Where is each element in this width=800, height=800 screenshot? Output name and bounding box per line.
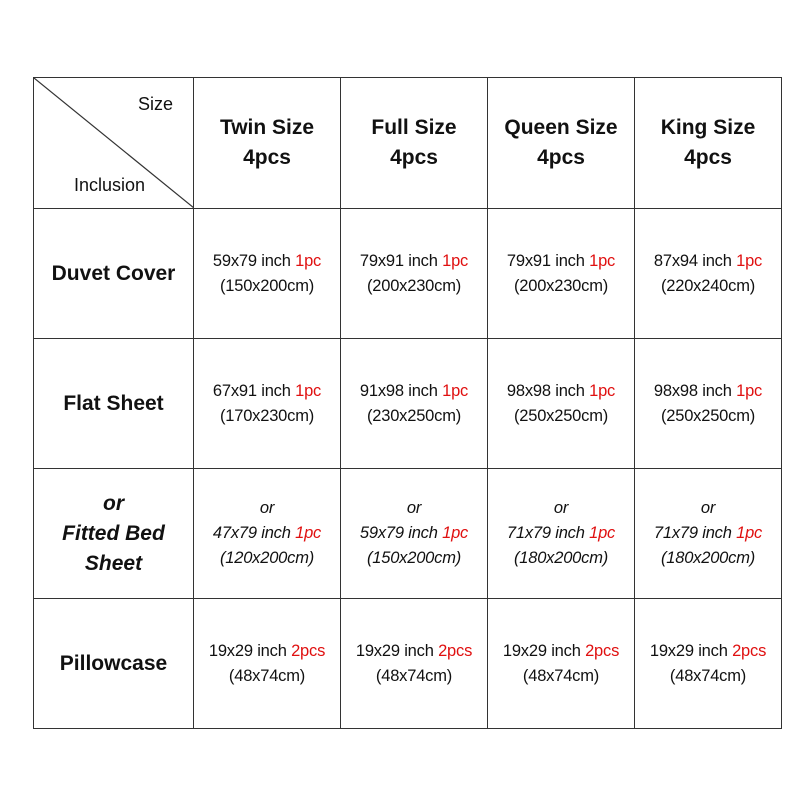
quantity: 1pc — [736, 381, 763, 400]
column-header-queen — [488, 78, 635, 209]
table-cell — [341, 469, 488, 599]
or-text: or — [259, 499, 275, 517]
inch-size: 19x29 inch — [502, 641, 586, 660]
or-text: or — [406, 499, 422, 517]
cm-size: (200x230cm) — [366, 276, 462, 295]
inch-size: 19x29 inch — [355, 641, 439, 660]
quantity: 1pc — [442, 381, 469, 400]
column-count: 4pcs — [537, 146, 585, 169]
inch-size: 71x79 inch — [653, 524, 737, 542]
size-table — [33, 77, 782, 729]
cm-size: (120x200cm) — [219, 549, 315, 567]
table-cell — [488, 339, 635, 469]
quantity: 1pc — [442, 524, 469, 542]
cm-size: (150x200cm) — [219, 276, 315, 295]
column-name: Twin Size — [219, 116, 315, 139]
quantity: 1pc — [295, 381, 322, 400]
table-cell — [194, 469, 341, 599]
quantity: 2pcs — [585, 641, 620, 660]
cm-size: (230x250cm) — [366, 406, 462, 425]
inch-size: 19x29 inch — [208, 641, 292, 660]
quantity: 1pc — [589, 381, 616, 400]
quantity: 1pc — [736, 251, 763, 270]
row-header-or: or — [103, 491, 124, 515]
column-name: King Size — [660, 116, 756, 139]
table-cell — [194, 339, 341, 469]
column-count: 4pcs — [243, 146, 291, 169]
table-row — [34, 599, 782, 729]
inch-size: 98x98 inch — [653, 381, 737, 400]
table-cell — [635, 339, 782, 469]
column-header-full — [341, 78, 488, 209]
quantity: 2pcs — [291, 641, 326, 660]
table-cell — [635, 599, 782, 729]
quantity: 1pc — [295, 251, 322, 270]
corner-size-label: Size — [137, 94, 173, 114]
inch-size: 91x98 inch — [359, 381, 443, 400]
row-header-pillowcase: Pillowcase — [34, 599, 194, 729]
row-header-line1: Fitted Bed — [62, 521, 165, 545]
cm-size: (250x250cm) — [660, 406, 756, 425]
table-row — [34, 469, 782, 599]
cm-size: (48x74cm) — [522, 666, 600, 685]
or-text: or — [553, 499, 569, 517]
cm-size: (150x200cm) — [366, 549, 462, 567]
inch-size: 67x91 inch — [212, 381, 296, 400]
column-header-twin — [194, 78, 341, 209]
table-cell — [488, 599, 635, 729]
table-row — [34, 209, 782, 339]
cm-size: (250x250cm) — [513, 406, 609, 425]
table-row — [34, 339, 782, 469]
quantity: 1pc — [589, 524, 616, 542]
corner-inclusion-label: Inclusion — [74, 175, 146, 195]
table-cell — [635, 469, 782, 599]
inch-size: 71x79 inch — [506, 524, 590, 542]
inch-size: 59x79 inch — [212, 251, 296, 270]
cm-size: (220x240cm) — [660, 276, 756, 295]
quantity: 1pc — [736, 524, 763, 542]
cm-size: (180x200cm) — [660, 549, 756, 567]
row-header-duvet-cover: Duvet Cover — [34, 209, 194, 339]
table-cell — [341, 339, 488, 469]
table-cell — [341, 209, 488, 339]
row-header-flat-sheet: Flat Sheet — [34, 339, 194, 469]
cm-size: (200x230cm) — [513, 276, 609, 295]
quantity: 1pc — [589, 251, 616, 270]
table-cell — [194, 209, 341, 339]
table-cell — [488, 209, 635, 339]
table-cell — [635, 209, 782, 339]
column-count: 4pcs — [684, 146, 732, 169]
quantity: 2pcs — [438, 641, 473, 660]
cm-size: (48x74cm) — [669, 666, 747, 685]
quantity: 1pc — [295, 524, 322, 542]
table-cell — [488, 469, 635, 599]
inch-size: 19x29 inch — [649, 641, 733, 660]
quantity: 2pcs — [732, 641, 767, 660]
column-count: 4pcs — [390, 146, 438, 169]
corner-cell — [34, 78, 194, 209]
inch-size: 98x98 inch — [506, 381, 590, 400]
row-header-line2: Sheet — [84, 551, 143, 575]
table-cell — [341, 599, 488, 729]
column-header-king — [635, 78, 782, 209]
table-cell — [194, 599, 341, 729]
quantity: 1pc — [442, 251, 469, 270]
header-row — [34, 78, 782, 209]
or-text: or — [700, 499, 716, 517]
inch-size: 87x94 inch — [653, 251, 737, 270]
row-header-fitted-bed-sheet — [34, 469, 194, 599]
inch-size: 79x91 inch — [359, 251, 443, 270]
inch-size: 79x91 inch — [506, 251, 590, 270]
inch-size: 59x79 inch — [359, 524, 443, 542]
inch-size: 47x79 inch — [212, 524, 296, 542]
size-chart — [33, 77, 782, 729]
cm-size: (48x74cm) — [375, 666, 453, 685]
cm-size: (180x200cm) — [513, 549, 609, 567]
column-name: Full Size — [371, 116, 457, 139]
cm-size: (170x230cm) — [219, 406, 315, 425]
column-name: Queen Size — [504, 116, 618, 139]
cm-size: (48x74cm) — [228, 666, 306, 685]
